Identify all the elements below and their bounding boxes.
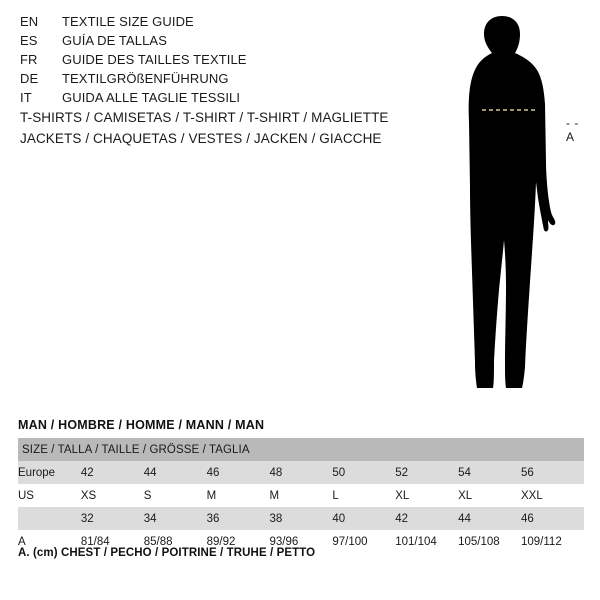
row-label: A	[18, 530, 81, 553]
language-row	[20, 71, 380, 90]
cell-value: 52	[395, 461, 458, 484]
size-table	[18, 438, 584, 553]
language-row	[20, 90, 380, 109]
cell-value: 40	[332, 507, 395, 530]
row-label	[18, 507, 81, 530]
row-label: US	[18, 484, 81, 507]
table-header-label: SIZE / TALLA / TAILLE / GRÖSSE / TAGLIA	[18, 438, 584, 461]
cell-value: 42	[81, 461, 144, 484]
category-jackets: JACKETS / CHAQUETAS / VESTES / JACKEN / GIACCHE	[20, 131, 382, 146]
category-tshirts: T-SHIRTS / CAMISETAS / T-SHIRT / T-SHIRT / MAGLIETTE	[20, 110, 389, 125]
cell-value: 89/92	[207, 530, 270, 553]
cell-value: M	[270, 484, 333, 507]
cell-value: 50	[332, 461, 395, 484]
cell-value: 46	[521, 507, 584, 530]
measure-dash: - -	[566, 116, 579, 130]
language-title: TEXTILGRÖßENFÜHRUNG	[62, 71, 229, 86]
language-code: EN	[20, 14, 39, 29]
language-code: IT	[20, 90, 32, 105]
cell-value: XL	[458, 484, 521, 507]
cell-value: 48	[270, 461, 333, 484]
body-figure	[420, 12, 590, 392]
cell-value: 42	[395, 507, 458, 530]
table-row	[18, 484, 584, 507]
cell-value: 97/100	[332, 530, 395, 553]
cell-value: 105/108	[458, 530, 521, 553]
cell-value: 38	[270, 507, 333, 530]
table-footnote: A. (cm) CHEST / PECHO / POITRINE / TRUHE / PETTO	[18, 547, 316, 559]
category-list	[20, 110, 440, 152]
cell-value: M	[207, 484, 270, 507]
language-title: GUIDA ALLE TAGLIE TESSILI	[62, 90, 241, 105]
size-table-block	[18, 418, 584, 553]
cell-value: XS	[81, 484, 144, 507]
cell-value: 44	[458, 507, 521, 530]
language-code: ES	[20, 33, 38, 48]
cell-value: L	[332, 484, 395, 507]
language-list	[20, 14, 380, 109]
cell-value: 85/88	[144, 530, 207, 553]
cell-value: 54	[458, 461, 521, 484]
male-silhouette-icon	[420, 12, 590, 392]
cell-value: S	[144, 484, 207, 507]
cell-value: XL	[395, 484, 458, 507]
table-header-row	[18, 438, 584, 461]
language-row	[20, 14, 380, 33]
language-code: FR	[20, 52, 38, 67]
measure-label-a	[566, 116, 590, 144]
cell-value: 93/96	[270, 530, 333, 553]
language-title: TEXTILE SIZE GUIDE	[62, 14, 194, 29]
cell-value: 32	[81, 507, 144, 530]
measure-letter: A	[566, 130, 575, 144]
cell-value: 56	[521, 461, 584, 484]
table-row	[18, 461, 584, 484]
table-title: MAN / HOMBRE / HOMME / MANN / MAN	[18, 418, 265, 432]
language-row	[20, 52, 380, 71]
cell-value: 46	[207, 461, 270, 484]
cell-value: 36	[207, 507, 270, 530]
cell-value: XXL	[521, 484, 584, 507]
cell-value: 34	[144, 507, 207, 530]
language-title: GUIDE DES TAILLES TEXTILE	[62, 52, 247, 67]
row-label: Europe	[18, 461, 81, 484]
cell-value: 81/84	[81, 530, 144, 553]
cell-value: 109/112	[521, 530, 584, 553]
language-code: DE	[20, 71, 39, 86]
cell-value: 44	[144, 461, 207, 484]
table-row	[18, 507, 584, 530]
language-title: GUÍA DE TALLAS	[62, 33, 167, 48]
cell-value: 101/104	[395, 530, 458, 553]
language-row	[20, 33, 380, 52]
